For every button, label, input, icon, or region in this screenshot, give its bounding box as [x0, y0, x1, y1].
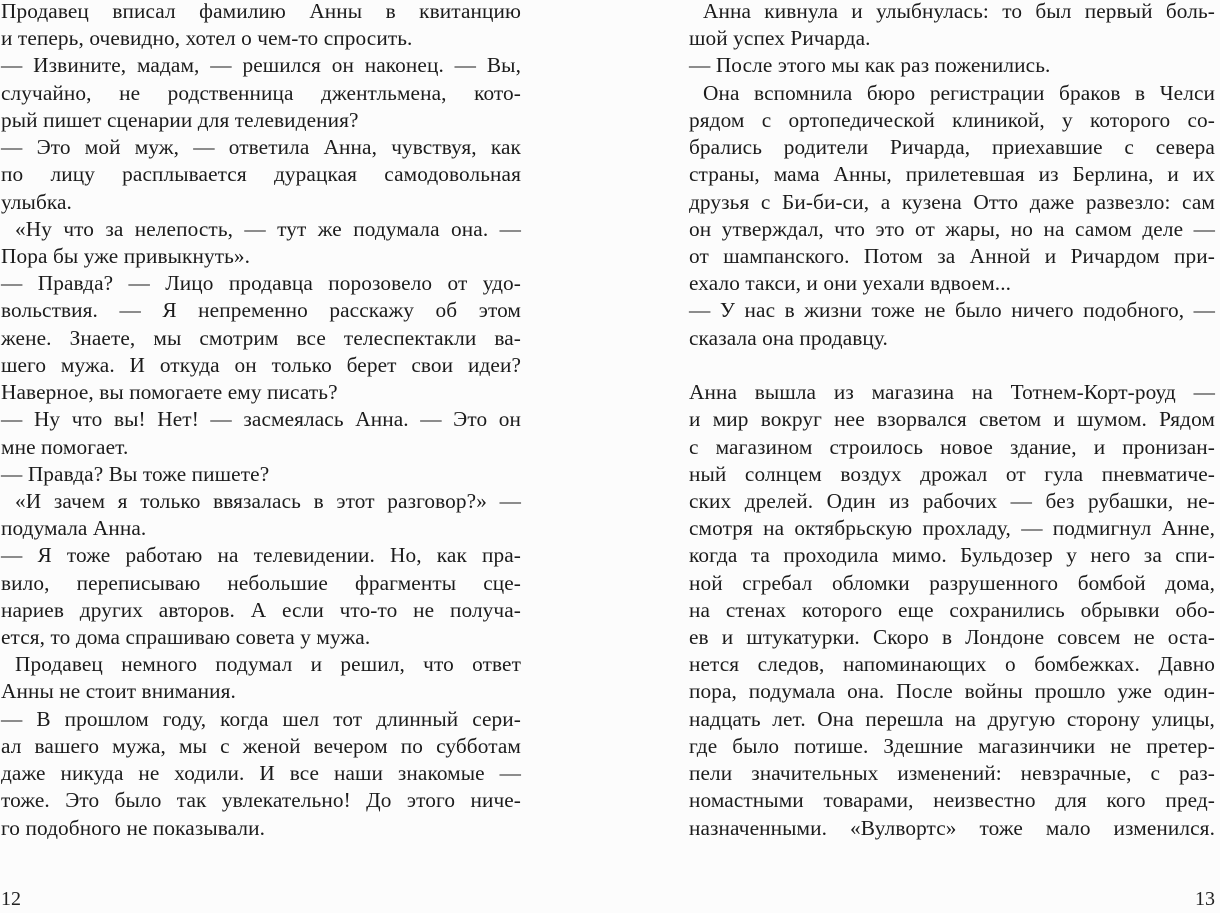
text-line: — После этого мы как раз поженились.	[689, 53, 1051, 78]
text-line: сказала она продавцу.	[689, 325, 888, 350]
text-line: друзья с Би-би-си, а кузена Отто даже развезло: сам	[689, 189, 1215, 214]
page-number-right: 13	[1195, 888, 1215, 910]
text-line: — Я тоже работаю на телевидении. Но, как пра-	[1, 543, 521, 568]
text-line: — Извините, мадам, — решился он наконец. — Вы,	[1, 53, 521, 78]
text-line: — Правда? Вы тоже пишете?	[1, 461, 270, 486]
text-line: пели значительных изменений: невзрачные, с раз-	[689, 761, 1215, 786]
text-line: тоже. Это было так увлекательно! До этого ниче-	[1, 788, 521, 813]
text-line: ехало такси, и они уехали вдвоем...	[689, 271, 1012, 296]
text-line: «И зачем я только ввязалась в этот разговор?» —	[15, 488, 521, 513]
text-line: нариев других авторов. А если что-то не получа-	[1, 597, 521, 622]
text-line: когда та проходила мимо. Бульдозер у него за спи-	[689, 543, 1215, 568]
text-line: жене. Знаете, мы смотрим все телеспектакли ва-	[1, 325, 521, 350]
text-line: ной сгребал обломки разрушенного бомбой дома,	[689, 570, 1215, 595]
page-number-left: 12	[1, 888, 21, 910]
text-line: шего мужа. И откуда он только берет свои идеи?	[1, 352, 521, 377]
text-line: Продавец немного подумал и решил, что ответ	[15, 652, 521, 677]
text-line: ал вашего мужа, мы с женой вечером по субботам	[1, 733, 521, 758]
text-line: он утверждал, что это от жары, но на самом деле —	[689, 216, 1215, 241]
text-line: улыбка.	[1, 189, 72, 214]
text-line: нется следов, напоминающих о бомбежках. Давно	[689, 652, 1215, 677]
text-line: Анна кивнула и улыбнулась: то был первый боль-	[703, 0, 1215, 23]
text-line: где было потише. Здешние магазинчики не претер-	[689, 733, 1215, 758]
page-right	[689, 0, 1215, 913]
page-left-text-column	[1, 0, 521, 842]
text-line: по лицу расплывается дурацкая самодовольная	[1, 162, 521, 187]
page-left	[1, 0, 521, 913]
text-line: — У нас в жизни тоже не было ничего подобного, —	[689, 298, 1215, 323]
text-line: и теперь, очевидно, хотел о чем-то спросить.	[1, 26, 413, 51]
text-line: — В прошлом году, когда шел тот длинный сери-	[1, 706, 521, 731]
text-line: Наверное, вы помогаете ему писать?	[1, 380, 338, 405]
text-line: Анна вышла из магазина на Тотнем-Корт-роуд —	[689, 380, 1215, 405]
text-line: шой успех Ричарда.	[689, 26, 871, 51]
text-line: рядом с ортопедической клиникой, у которого со-	[689, 107, 1215, 132]
text-line: от шампанского. Потом за Анной и Ричардом при-	[689, 243, 1215, 268]
text-line: ный солнцем воздух дрожал от гула пневматиче-	[689, 461, 1215, 486]
text-line: ется, то дома спрашиваю совета у мужа.	[1, 625, 371, 650]
text-line: Она вспомнила бюро регистрации браков в Челси	[703, 80, 1215, 105]
text-line: пора, подумала она. После войны прошло уже один-	[689, 679, 1215, 704]
text-line: номастными товарами, неизвестно для кого пред-	[689, 788, 1215, 813]
text-line: на стенах которого еще сохранились обрывки обо-	[689, 597, 1215, 622]
text-line: — Это мой муж, — ответила Анна, чувствуя, как	[1, 135, 521, 160]
text-line: с магазином строилось новое здание, и пронизан-	[689, 434, 1215, 459]
text-line: ев и штукатурки. Скоро в Лондоне совсем не оста-	[689, 625, 1215, 650]
text-line: «Ну что за нелепость, — тут же подумала она. —	[15, 216, 521, 241]
text-line: вило, переписываю небольшие фрагменты сце-	[1, 570, 521, 595]
text-line: го подобного не показывали.	[1, 815, 266, 840]
text-line: Анны не стоит внимания.	[1, 679, 236, 704]
text-line: назначенными. «Вулвортс» тоже мало изменился.	[689, 815, 1215, 840]
text-line: рый пишет сценарии для телевидения?	[1, 107, 359, 132]
text-line: страны, мама Анны, прилетевшая из Берлина, и их	[689, 162, 1215, 187]
text-line: случайно, не родственница джентльмена, кото-	[1, 80, 521, 105]
text-line: вольствия. — Я непременно расскажу об этом	[1, 298, 521, 323]
blank-line	[689, 352, 1215, 379]
text-line: — Правда? — Лицо продавца порозовело от удо-	[1, 271, 521, 296]
text-line: даже никуда не ходили. И все наши знакомые —	[1, 761, 521, 786]
text-line: смотря на октябрьскую прохладу, — подмигнул Анне,	[689, 516, 1215, 541]
text-line: Продавец вписал фамилию Анны в квитанцию	[1, 0, 521, 23]
text-line: подумала Анна.	[1, 516, 147, 541]
text-line: — Ну что вы! Нет! — засмеялась Анна. — Это он	[1, 407, 521, 432]
text-line: Пора бы уже привыкнуть».	[1, 243, 251, 268]
text-line: и мир вокруг нее взорвался светом и шумом. Рядом	[689, 407, 1215, 432]
text-line: брались родители Ричарда, приехавшие с севера	[689, 135, 1215, 160]
page-right-text-column	[689, 0, 1215, 842]
text-line: надцать лет. Она перешла на другую сторону улицы,	[689, 706, 1215, 731]
text-line: мне помогает.	[1, 434, 129, 459]
text-line: ских дрелей. Один из рабочих — без рубашки, не-	[689, 488, 1215, 513]
